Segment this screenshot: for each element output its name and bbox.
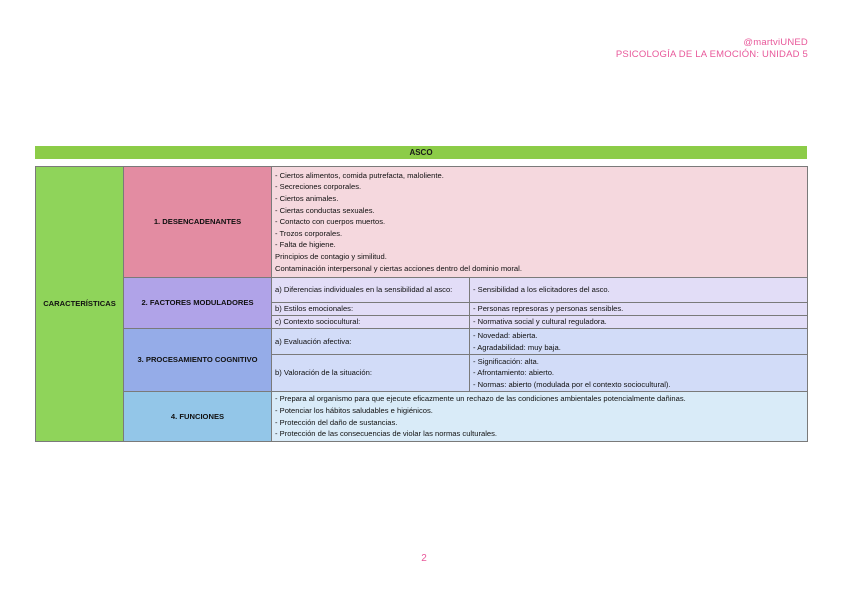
moduladores-value-a: - Sensibilidad a los elicitadores del asco.: [470, 278, 808, 303]
list-item: - Prepara al organismo para que ejecute eficazmente un rechazo de las condiciones ambientales potencialmente dañinas.: [275, 394, 686, 404]
list-item: - Contacto con cuerpos muertos.: [275, 217, 386, 227]
list-item: - Agradabilidad: muy baja.: [473, 342, 561, 352]
moduladores-value-c: - Normativa social y cultural reguladora.: [470, 316, 808, 329]
list-item: - Potenciar los hábitos saludables e higiénicos.: [275, 405, 433, 415]
procesamiento-label-a: a) Evaluación afectiva:: [272, 329, 470, 355]
table-title: ASCO: [35, 146, 807, 159]
page-number: 2: [421, 553, 427, 564]
moduladores-label-a: a) Diferencias individuales en la sensibilidad al asco:: [272, 278, 470, 303]
list-item: Principios de contagio y similitud.: [275, 251, 387, 261]
list-item: - Normas: abierto (modulada por el contexto sociocultural).: [473, 379, 671, 389]
author-handle: @martviUNED: [743, 37, 808, 48]
row-header-caracteristicas: CARACTERÍSTICAS: [36, 167, 124, 442]
section-title-desencadenantes: 1. DESENCADENANTES: [124, 167, 272, 278]
section-title-procesamiento: 3. PROCESAMIENTO COGNITIVO: [124, 329, 272, 392]
list-item: - Protección de las consecuencias de violar las normas culturales.: [275, 429, 498, 439]
procesamiento-value-b: [470, 355, 808, 392]
list-item: - Protección del daño de sustancias.: [275, 417, 398, 427]
section-title-funciones: 4. FUNCIONES: [124, 392, 272, 442]
desencadenantes-content: [272, 167, 808, 278]
section-title-moduladores: 2. FACTORES MODULADORES: [124, 278, 272, 329]
moduladores-value-b: - Personas represoras y personas sensibles.: [470, 303, 808, 316]
emotion-table: [35, 166, 808, 442]
list-item: - Significación: alta.: [473, 356, 539, 366]
list-item: - Ciertas conductas sexuales.: [275, 205, 375, 215]
document-subtitle: PSICOLOGÍA DE LA EMOCIÓN: UNIDAD 5: [615, 49, 808, 60]
list-item: - Falta de higiene.: [275, 240, 336, 250]
funciones-content: [272, 392, 808, 442]
list-item: - Secreciones corporales.: [275, 182, 362, 192]
list-item: - Novedad: abierta.: [473, 330, 538, 340]
list-item: - Trozos corporales.: [275, 228, 343, 238]
moduladores-label-c: c) Contexto sociocultural:: [272, 316, 470, 329]
list-item: - Afrontamiento: abierto.: [473, 368, 555, 378]
list-item: Contaminación interpersonal y ciertas acciones dentro del dominio moral.: [275, 263, 522, 273]
moduladores-label-b: b) Estilos emocionales:: [272, 303, 470, 316]
list-item: - Ciertos animales.: [275, 194, 339, 204]
list-item: - Ciertos alimentos, comida putrefacta, maloliente.: [275, 170, 444, 180]
procesamiento-label-b: b) Valoración de la situación:: [272, 355, 470, 392]
procesamiento-value-a: [470, 329, 808, 355]
